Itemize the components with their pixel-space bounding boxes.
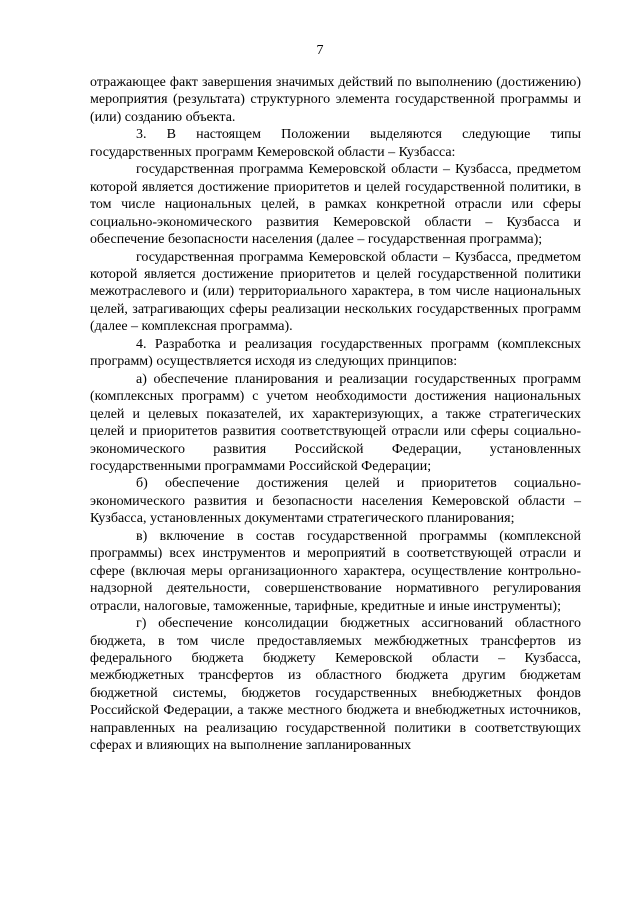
page-number: 7 bbox=[316, 43, 324, 58]
paragraph-program-types: 3. В настоящем Положении выделяются следующие типы государственных программ Кемеровской области – Кузбасса: bbox=[90, 127, 581, 160]
paragraph-principle-g: г) обеспечение консолидации бюджетных ассигнований областного бюджета, в том числе предоставляемых межбюджетных трансфертов из федерального бюджета бюджету Кемеровской области – Кузбасса, межбюджетных трансфертов из областного бюджета другим бюджетам бюджетной системы, бюджетов государственных внебюджетных фондов Российской Федерации, а также местного бюджета и внебюджетных источников, направленных на реализацию государственной политики в соответствующих сферах и влияющих на выполнение запланированных bbox=[90, 616, 581, 754]
paragraph-principle-a: а) обеспечение планирования и реализации государственных программ (комплексных программ) с учетом необходимости достижения национальных целей и целевых показателей, их характеризующих, а также стратегических целей и приоритетов развития соответствующей отрасли или сферы социально-экономического развития Российской Федерации, установленных государственными программами Российской Федерации; bbox=[90, 371, 581, 474]
paragraph-principles-intro: 4. Разработка и реализация государственных программ (комплексных программ) осуществляется исходя из следующих принципов: bbox=[90, 336, 581, 370]
paragraph-continuation: отражающее факт завершения значимых действий по выполнению (достижению) мероприятия (результата) структурного элемента государственной программы и (или) созданию объекта. bbox=[90, 75, 581, 125]
paragraph-principle-v: в) включение в состав государственной программы (комплексной программы) всех инструментов и мероприятий в соответствующей отрасли и сфере (включая меры организационного характера, осуществление контрольно-надзорной деятельности, совершенствование нормативного регулирования отрасли, налоговые, таможенные, тарифные, кредитные и иные инструменты); bbox=[90, 528, 581, 614]
paragraph-state-program-definition: государственная программа Кемеровской области – Кузбасса, предметом которой является достижение приоритетов и целей государственной политики, в том числе национальных целей, в рамках конкретной отрасли или сферы социально-экономического развития Кемеровской области – Кузбасса и обеспечение безопасности населения (далее – государственная программа); bbox=[90, 162, 581, 248]
paragraph-complex-program-definition: государственная программа Кемеровской области – Кузбасса, предметом которой является достижение приоритетов и целей государственной политики межотраслевого и (или) территориального характера, в том числе национальных целей, затрагивающих сферы реализации нескольких государственных программ (далее – комплексная программа). bbox=[90, 249, 581, 335]
document-body bbox=[90, 74, 581, 755]
paragraph-principle-b: б) обеспечение достижения целей и приоритетов социально-экономического развития и безопасности населения Кемеровской области – Кузбасса, установленных документами стратегического планирования; bbox=[90, 476, 581, 527]
